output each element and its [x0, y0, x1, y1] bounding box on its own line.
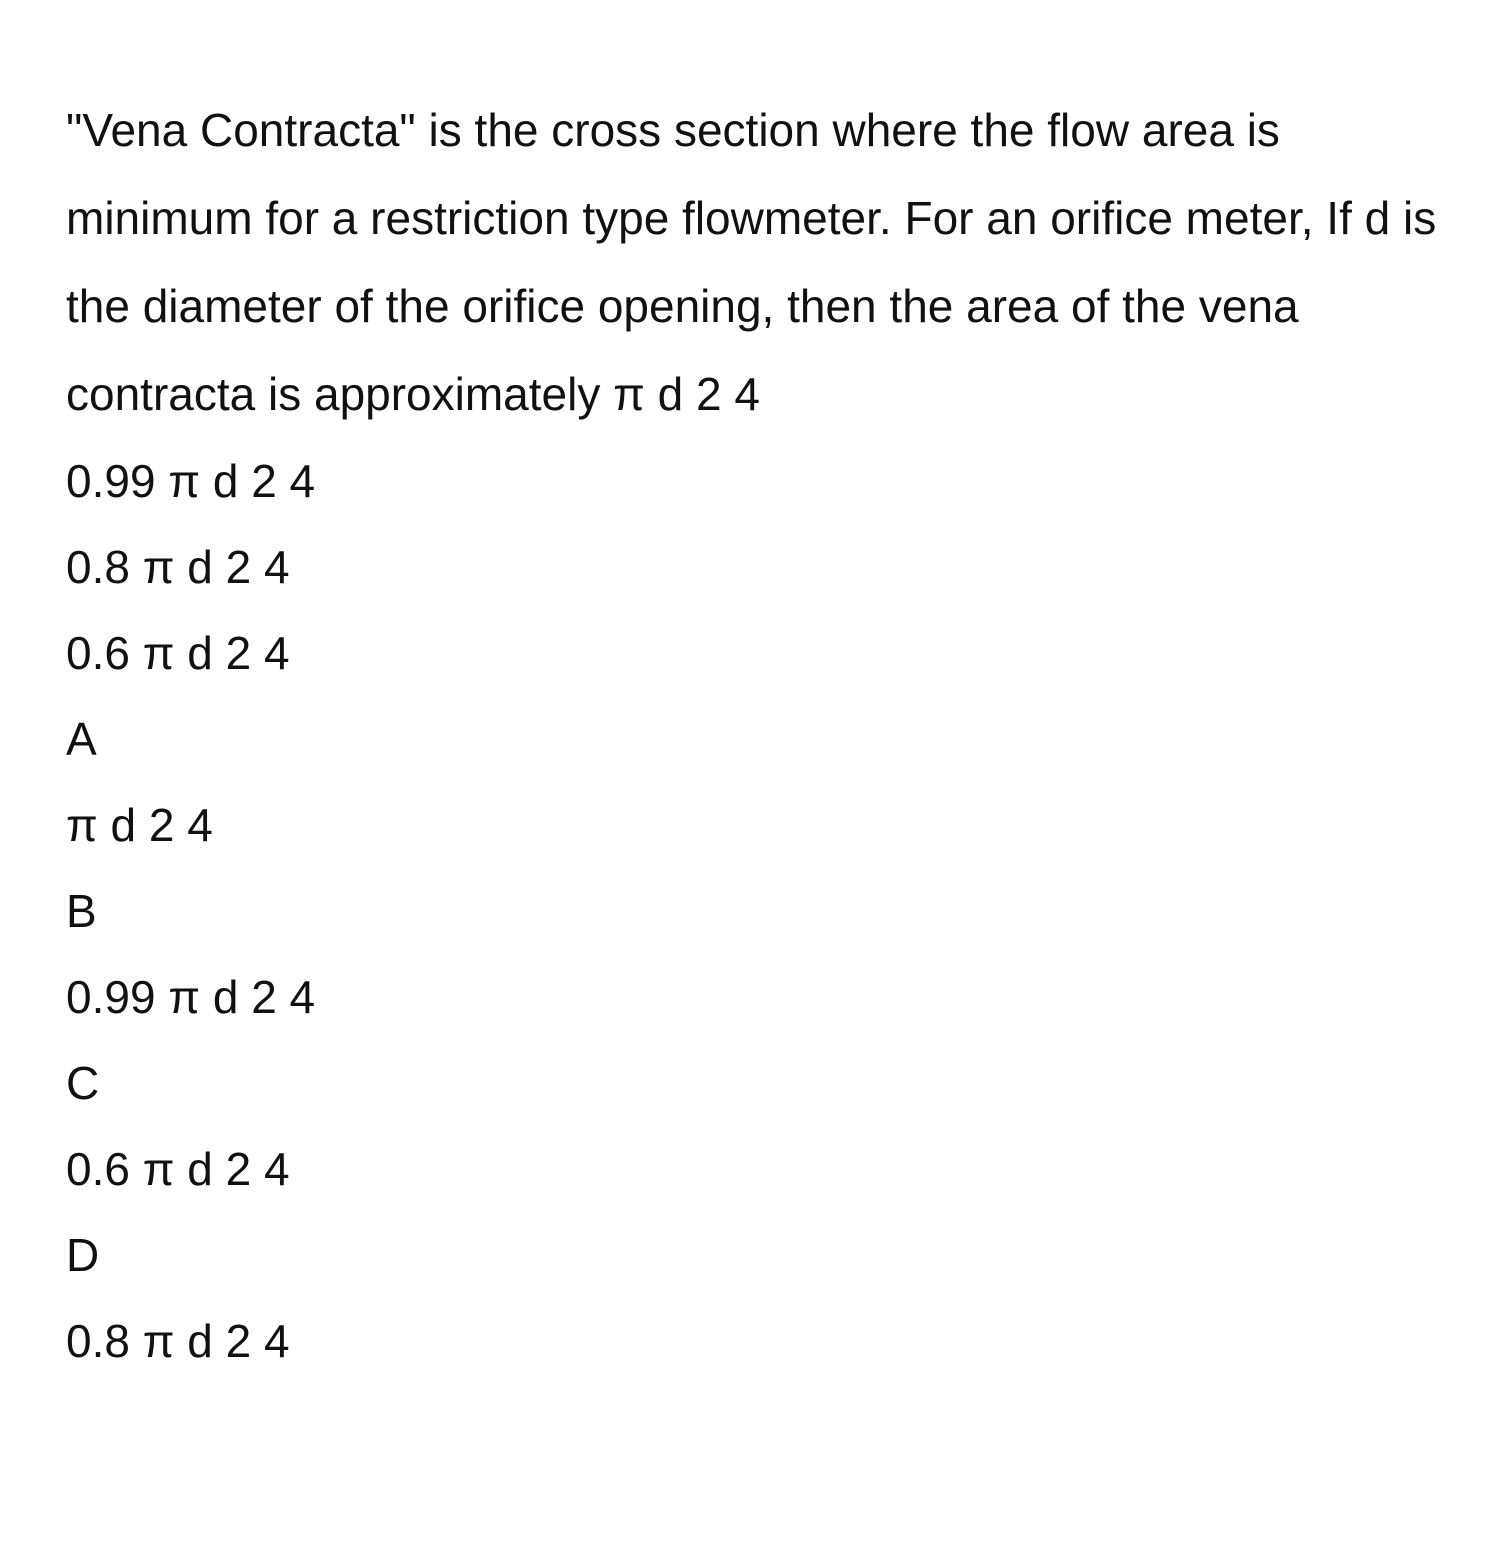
- inline-option-prefix: 0.6: [66, 627, 143, 679]
- question-text: [66, 86, 1446, 438]
- choice-letter-c[interactable]: C: [66, 1057, 100, 1109]
- inline-option-expression: π d 2 4: [168, 455, 316, 507]
- choice-letter-a[interactable]: A: [66, 713, 97, 765]
- choice-answer-a[interactable]: [66, 782, 1446, 868]
- choice-prefix: 0.99: [66, 971, 169, 1023]
- question-body: "Vena Contracta" is the cross section where the flow area is minimum for a restriction type flowmeter. For an orifice meter, If d is the diameter of the orifice opening, then the area of the vena contracta is approximately: [66, 104, 1437, 420]
- choice-expression: π d 2 4: [142, 1315, 290, 1367]
- inline-option-prefix: 0.8: [66, 541, 143, 593]
- inline-option-2: [66, 524, 1446, 610]
- choice-letter-b[interactable]: B: [66, 885, 97, 937]
- choice-answer-d[interactable]: [66, 1298, 1446, 1384]
- inline-option-expression: π d 2 4: [142, 627, 290, 679]
- choice-expression: π d 2 4: [142, 1143, 290, 1195]
- choice-expression: π d 2 4: [66, 799, 213, 851]
- inline-option-1: [66, 438, 1446, 524]
- inline-option-prefix: 0.99: [66, 455, 169, 507]
- inline-option-3: [66, 610, 1446, 696]
- choice-expression: π d 2 4: [168, 971, 316, 1023]
- question-expression: π d 2 4: [613, 368, 760, 420]
- choice-answer-c[interactable]: [66, 1126, 1446, 1212]
- choice-letter-d[interactable]: D: [66, 1229, 100, 1281]
- choice-prefix: 0.6: [66, 1143, 143, 1195]
- question-document: [66, 86, 1446, 1384]
- inline-option-expression: π d 2 4: [142, 541, 290, 593]
- choice-answer-b[interactable]: [66, 954, 1446, 1040]
- choice-prefix: 0.8: [66, 1315, 143, 1367]
